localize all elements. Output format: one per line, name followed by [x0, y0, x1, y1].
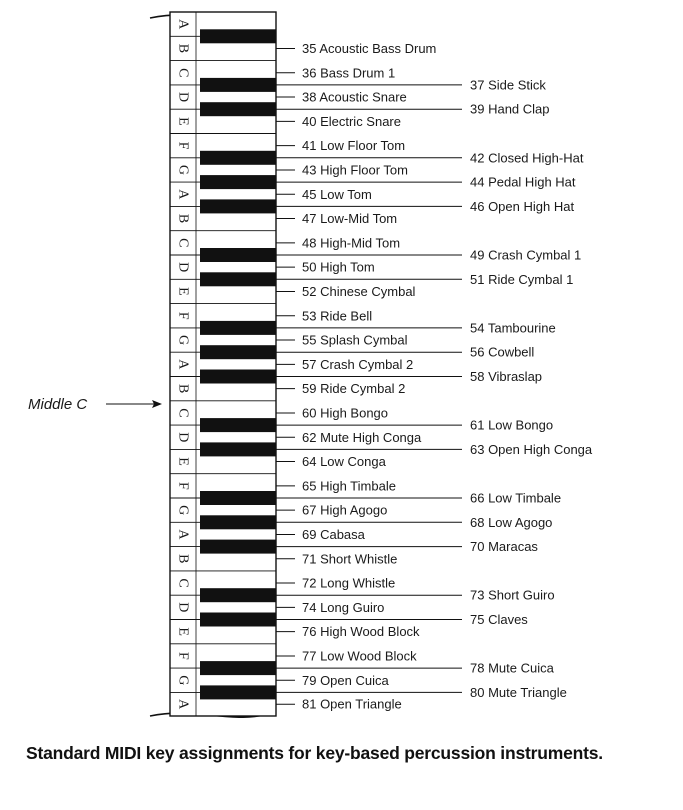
white-key-letter: C — [175, 408, 191, 418]
white-key-letter: F — [175, 311, 191, 320]
keyboard — [170, 12, 276, 716]
white-key-label: 72 Long Whistle — [302, 575, 396, 591]
white-key-letter: G — [175, 675, 191, 686]
white-key-letter: A — [175, 529, 191, 540]
white-key-letter: E — [175, 287, 191, 296]
black-key-label: 54 Tambourine — [470, 320, 556, 336]
figure-caption: Standard MIDI key assignments for key-based percussion instruments. — [26, 743, 603, 763]
black-key — [200, 248, 276, 262]
white-key-label: 41 Low Floor Tom — [302, 138, 406, 154]
white-key-label: 74 Long Guiro — [302, 599, 385, 615]
black-key — [200, 29, 276, 43]
white-key-label: 48 High-Mid Tom — [302, 235, 401, 251]
white-key-letter: A — [175, 359, 191, 370]
white-key-label: 36 Bass Drum 1 — [302, 65, 396, 81]
black-key — [200, 613, 276, 627]
black-key — [200, 418, 276, 432]
white-key-letter: G — [175, 164, 191, 176]
white-key-label: 64 Low Conga — [302, 454, 386, 470]
white-key-letter: B — [175, 554, 191, 564]
white-key-label: 67 High Agogo — [302, 502, 388, 518]
white-key-label: 71 Short Whistle — [302, 551, 398, 567]
white-key-letter: D — [175, 432, 191, 443]
black-key-label: 68 Low Agogo — [470, 514, 553, 530]
black-key-label: 37 Side Stick — [470, 77, 546, 93]
middle-c-marker — [28, 396, 162, 413]
black-key-label: 80 Mute Triangle — [470, 684, 567, 700]
white-key-label: 59 Ride Cymbal 2 — [302, 381, 406, 397]
white-key-label: 62 Mute High Conga — [302, 429, 422, 445]
black-key — [200, 102, 276, 116]
white-key-label: 65 High Timbale — [302, 478, 396, 494]
white-key-label: 52 Chinese Cymbal — [302, 283, 416, 299]
white-key-label: 69 Cabasa — [302, 526, 365, 542]
white-key-label: 81 Open Triangle — [302, 696, 402, 712]
white-key-label: 77 Low Wood Block — [302, 648, 417, 664]
white-key-label: 35 Acoustic Bass Drum — [302, 40, 437, 56]
black-key — [200, 78, 276, 92]
white-key-letter: G — [175, 334, 191, 346]
white-key-letter: E — [175, 117, 191, 126]
white-key-label: 55 Splash Cymbal — [302, 332, 408, 348]
black-key-label: 58 Vibraslap — [470, 369, 543, 384]
black-key-label: 61 Low Bongo — [470, 417, 554, 433]
white-key-letter: B — [175, 43, 191, 54]
white-key-label: 57 Crash Cymbal 2 — [302, 356, 414, 372]
black-key-label: 44 Pedal High Hat — [470, 174, 576, 190]
black-key-label: 46 Open High Hat — [470, 198, 575, 214]
black-key-label: 73 Short Guiro — [470, 587, 555, 603]
white-key-label: 76 High Wood Block — [302, 624, 420, 640]
white-key-letter: B — [175, 383, 191, 394]
white-key-letter: A — [175, 699, 191, 710]
white-key-letter: G — [175, 505, 191, 516]
black-key-label: 70 Maracas — [470, 539, 538, 555]
black-key — [200, 199, 276, 213]
white-key-label: 40 Electric Snare — [302, 113, 401, 129]
black-key — [200, 540, 276, 554]
black-key-label: 42 Closed High-Hat — [470, 150, 584, 166]
white-key-label: 47 Low-Mid Tom — [302, 211, 398, 227]
white-key-label: 43 High Floor Tom — [302, 162, 408, 178]
black-key — [200, 685, 276, 699]
black-key — [200, 345, 276, 359]
black-key — [200, 151, 276, 165]
black-key-label: 56 Cowbell — [470, 344, 535, 360]
black-key-label: 78 Mute Cuica — [470, 660, 554, 676]
black-key — [200, 370, 276, 384]
black-key-label: 51 Ride Cymbal 1 — [470, 271, 574, 287]
black-key — [200, 272, 276, 286]
white-key-label: 60 High Bongo — [302, 405, 389, 421]
black-key — [200, 321, 276, 335]
white-key-letter: A — [175, 189, 191, 200]
white-key-letter: E — [175, 457, 191, 466]
white-key-letter: C — [175, 68, 191, 78]
white-key-letter: D — [175, 602, 191, 613]
white-key-label: 45 Low Tom — [302, 186, 372, 202]
black-key-label: 39 Hand Clap — [470, 101, 550, 117]
white-key-label: 38 Acoustic Snare — [302, 89, 407, 105]
black-key-label: 66 Low Timbale — [470, 490, 562, 506]
white-key-label: 50 High Tom — [302, 259, 375, 275]
white-key-letter: F — [175, 481, 191, 490]
black-key — [200, 661, 276, 675]
white-key-letter: F — [175, 141, 191, 150]
white-key-letter: D — [175, 91, 191, 103]
white-key-letter: A — [175, 19, 191, 30]
white-key-letter: E — [175, 627, 191, 636]
white-key-letter: C — [175, 578, 191, 588]
black-key-label: 75 Claves — [470, 612, 528, 627]
black-key — [200, 442, 276, 456]
white-key-label: 53 Ride Bell — [302, 308, 373, 324]
white-key-label: 79 Open Cuica — [302, 672, 389, 688]
black-key-label: 63 Open High Conga — [470, 441, 593, 457]
black-key — [200, 588, 276, 602]
white-key-letter: F — [175, 652, 191, 660]
middle-c-label: Middle C — [28, 396, 88, 413]
black-key — [200, 515, 276, 529]
white-key-letter: C — [175, 238, 191, 248]
white-key-letter: D — [175, 262, 191, 273]
black-key — [200, 491, 276, 505]
black-key-label: 49 Crash Cymbal 1 — [470, 247, 582, 263]
black-key — [200, 175, 276, 189]
white-key-letter: B — [175, 213, 191, 224]
